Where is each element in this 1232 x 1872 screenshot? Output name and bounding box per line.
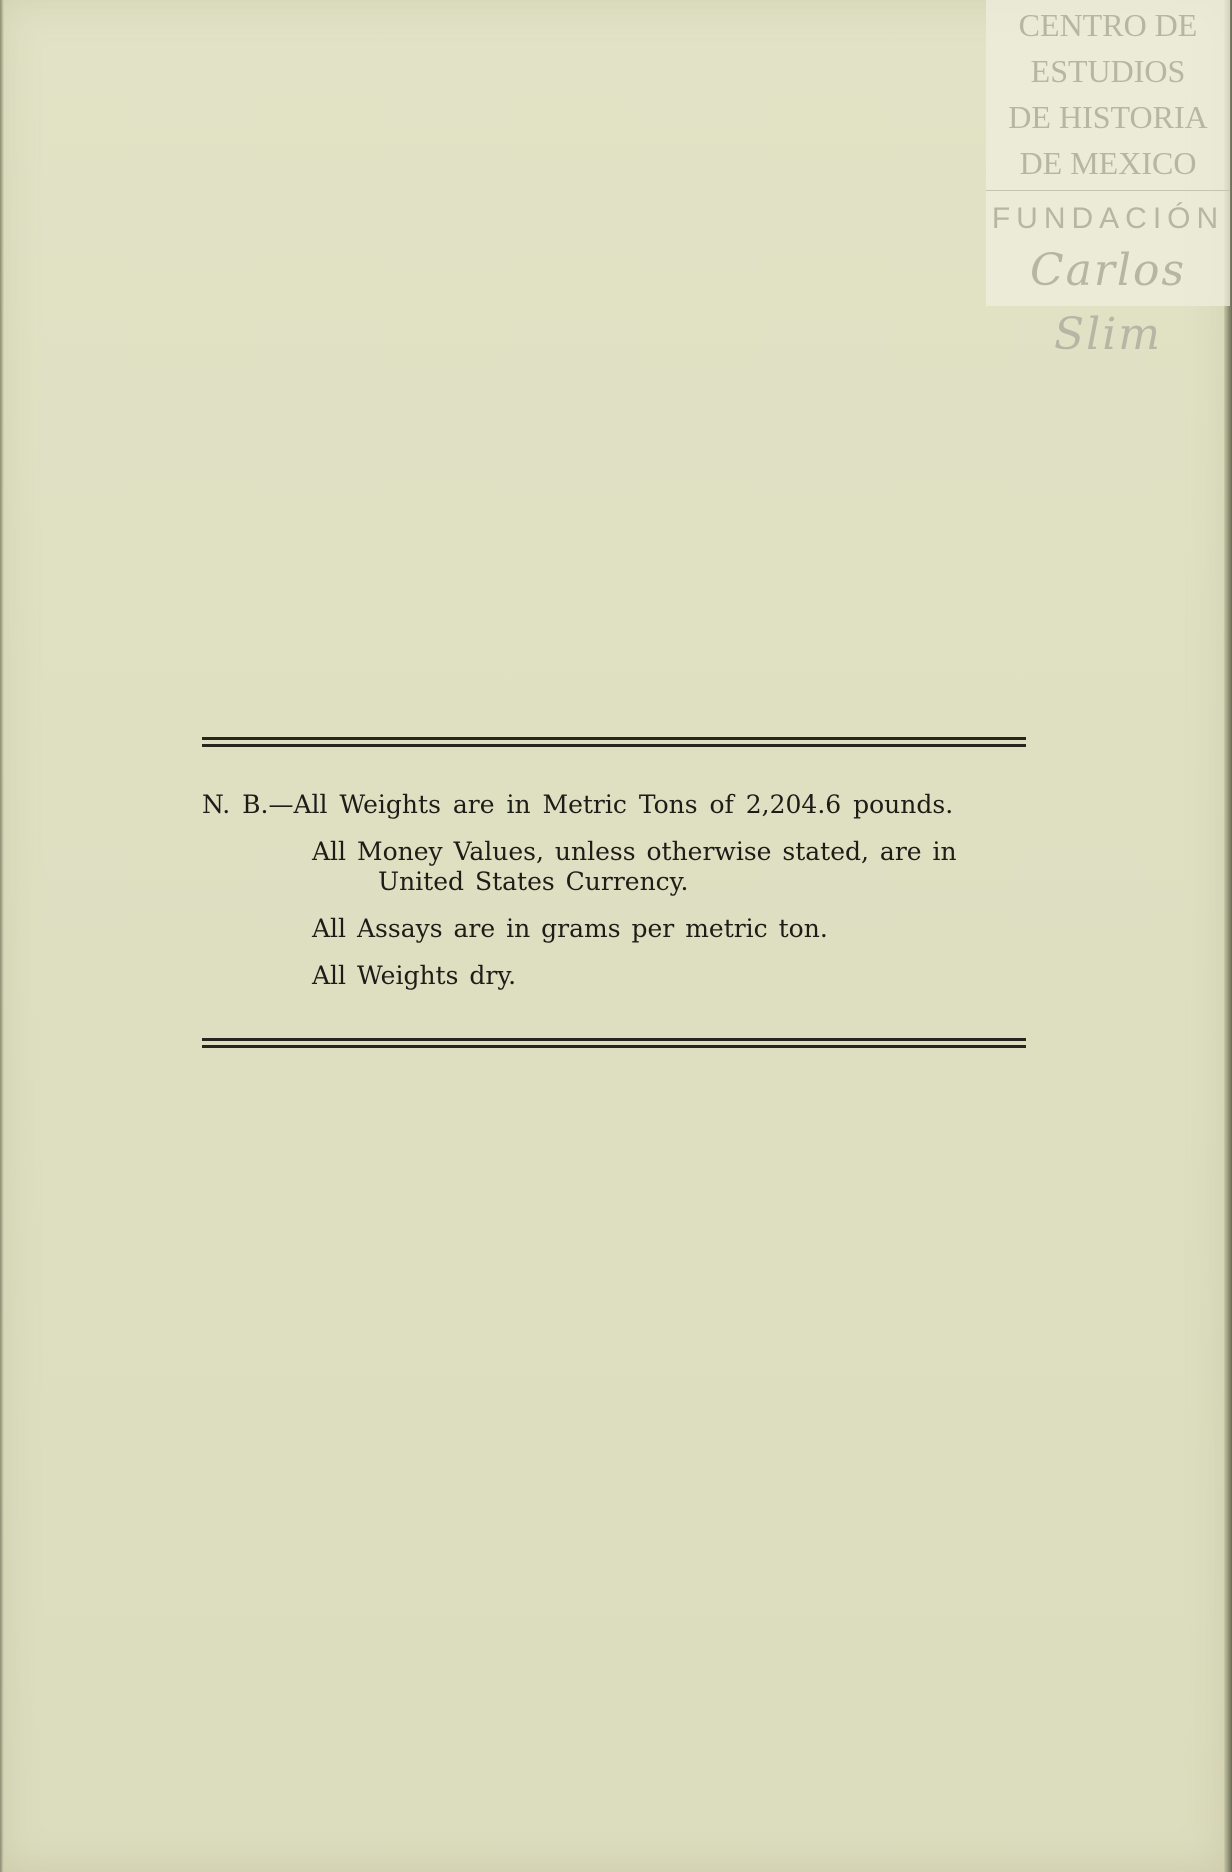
note-money-line-1: All Money Values, unless otherwise stated, are in <box>312 837 957 866</box>
watermark-line-4: DE MEXICO <box>1019 145 1197 181</box>
note-assays: All Assays are in grams per metric ton. <box>312 914 828 943</box>
page-left-edge <box>0 0 4 1872</box>
watermark-line-2: ESTUDIOS <box>1030 53 1186 89</box>
bottom-double-rule <box>202 1038 1026 1048</box>
note-money-line-2: United States Currency. <box>378 867 689 896</box>
watermark-fundacion: FUNDACIÓN <box>991 202 1225 235</box>
archive-watermark <box>986 0 1230 360</box>
note-money-values <box>312 837 1028 897</box>
nota-bene-block <box>202 790 1028 991</box>
top-double-rule <box>202 737 1026 747</box>
watermark-line-3: DE HISTORIA <box>1008 99 1208 135</box>
watermark-signature: Carlos Slim <box>1029 245 1187 360</box>
watermark-line-1: CENTRO DE <box>1018 7 1198 43</box>
watermark-divider <box>986 190 1230 191</box>
note-weights-metric: N. B.—All Weights are in Metric Tons of 2,204.6 pounds. <box>202 790 954 819</box>
note-weights-dry: All Weights dry. <box>312 961 517 990</box>
